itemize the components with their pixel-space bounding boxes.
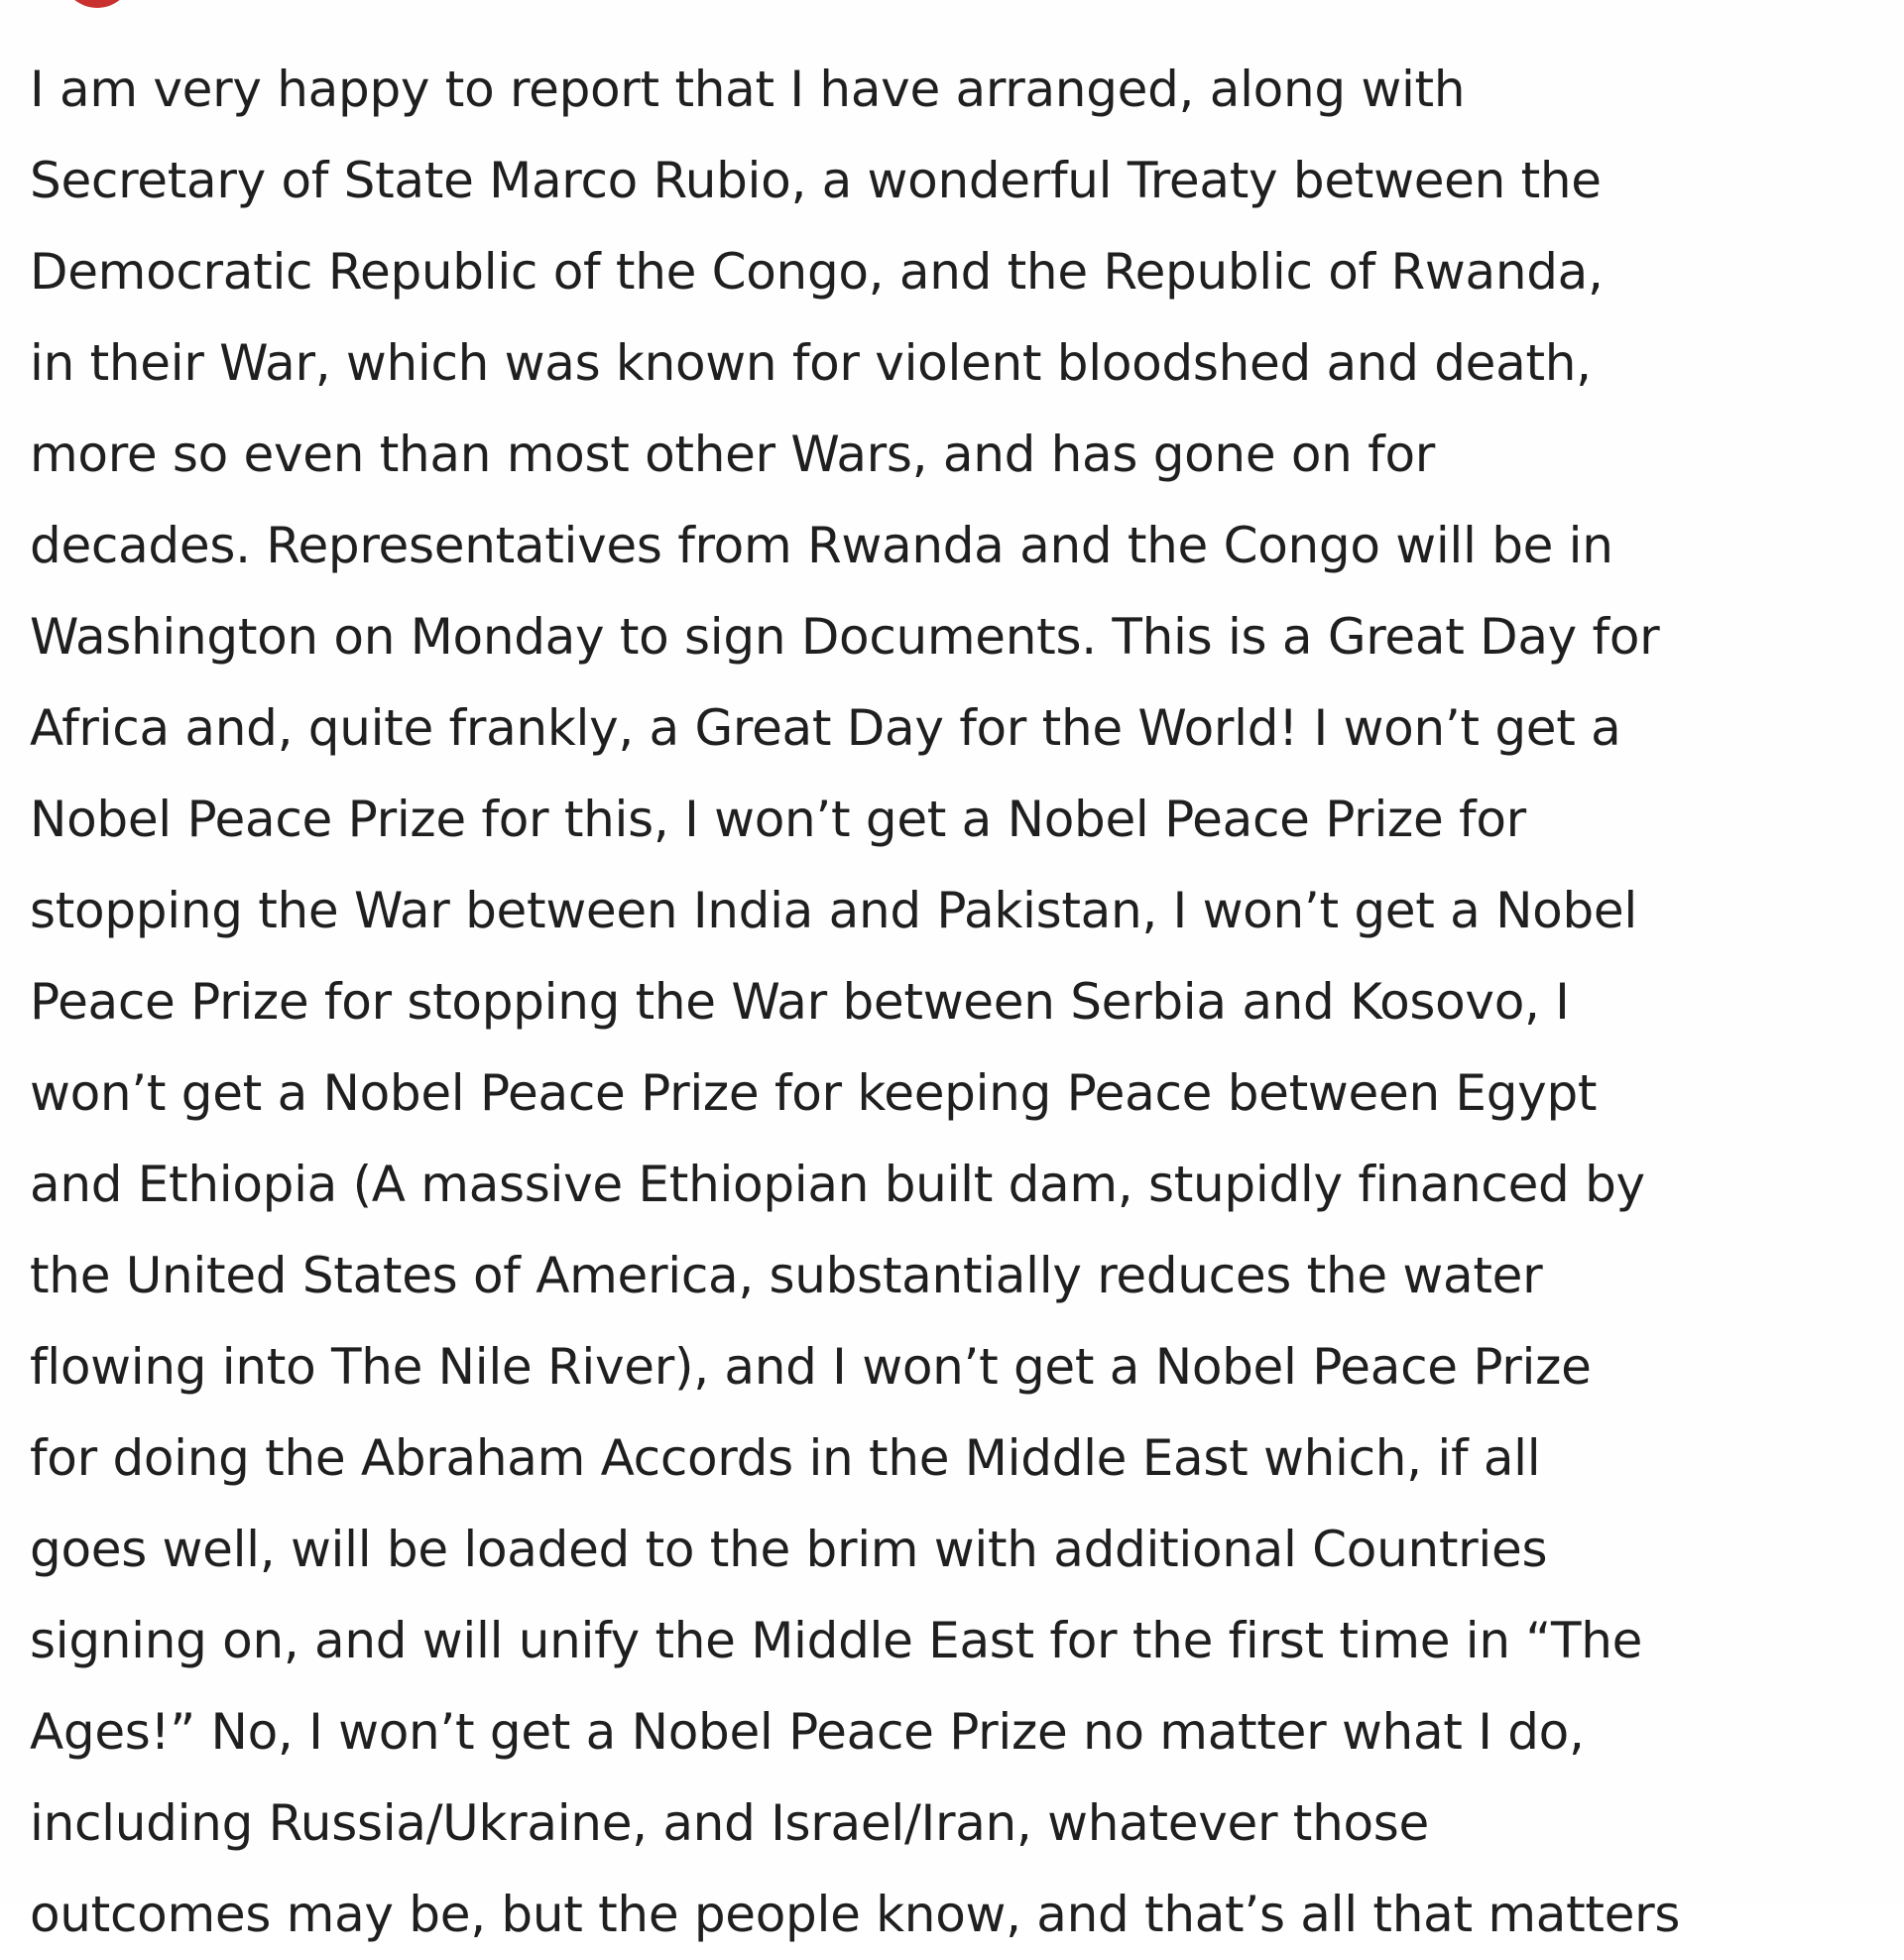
post-text-line: for doing the Abraham Accords in the Middle East which, if all — [30, 1429, 1541, 1487]
post-text-line: more so even than most other Wars, and has gone on for — [30, 426, 1436, 483]
post-text-line: won’t get a Nobel Peace Prize for keeping Peace between Egypt — [30, 1064, 1598, 1122]
post-text-line: Nobel Peace Prize for this, I won’t get a Nobel Peace Prize for — [30, 791, 1526, 848]
post-text-line: Africa and, quite frankly, a Great Day for the World! I won’t get a — [30, 699, 1621, 757]
post-text-line: decades. Representatives from Rwanda and the Congo will be in — [30, 517, 1613, 574]
post-text-line: Ages!” No, I won’t get a Nobel Peace Prize no matter what I do, — [30, 1703, 1585, 1761]
post-header-meta — [159, 0, 635, 6]
post-text-line: in their War, which was known for violent bloodshed and death, — [30, 334, 1592, 392]
post-text-line: Washington on Monday to sign Documents. This is a Great Day for — [30, 608, 1660, 666]
post-text-line: including Russia/Ukraine, and Israel/Iran, whatever those — [30, 1794, 1430, 1852]
avatar[interactable] — [61, 0, 133, 8]
post-text-line: outcomes may be, but the people know, and that’s all that matters — [30, 1886, 1681, 1943]
post-text-line: and Ethiopia (A massive Ethiopian built dam, stupidly financed by — [30, 1156, 1645, 1213]
post-text-line: the United States of America, substantially reduces the water — [30, 1247, 1543, 1304]
post-text-line: Democratic Republic of the Congo, and the Republic of Rwanda, — [30, 243, 1604, 301]
post-text-line: Secretary of State Marco Rubio, a wonderful Treaty between the — [30, 152, 1602, 209]
post-text-line: signing on, and will unify the Middle East for the first time in “The — [30, 1612, 1643, 1669]
post-text-line: I am very happy to report that I have arranged, along with — [30, 61, 1466, 118]
post-text-line: goes well, will be loaded to the brim with additional Countries — [30, 1521, 1548, 1578]
post-text-line: Peace Prize for stopping the War between Serbia and Kosovo, I — [30, 973, 1570, 1031]
post-text-line: stopping the War between India and Pakistan, I won’t get a Nobel — [30, 882, 1637, 939]
post-body-text — [30, 44, 1894, 1960]
post-text-line: flowing into The Nile River), and I won’t get a Nobel Peace Prize — [30, 1338, 1592, 1396]
